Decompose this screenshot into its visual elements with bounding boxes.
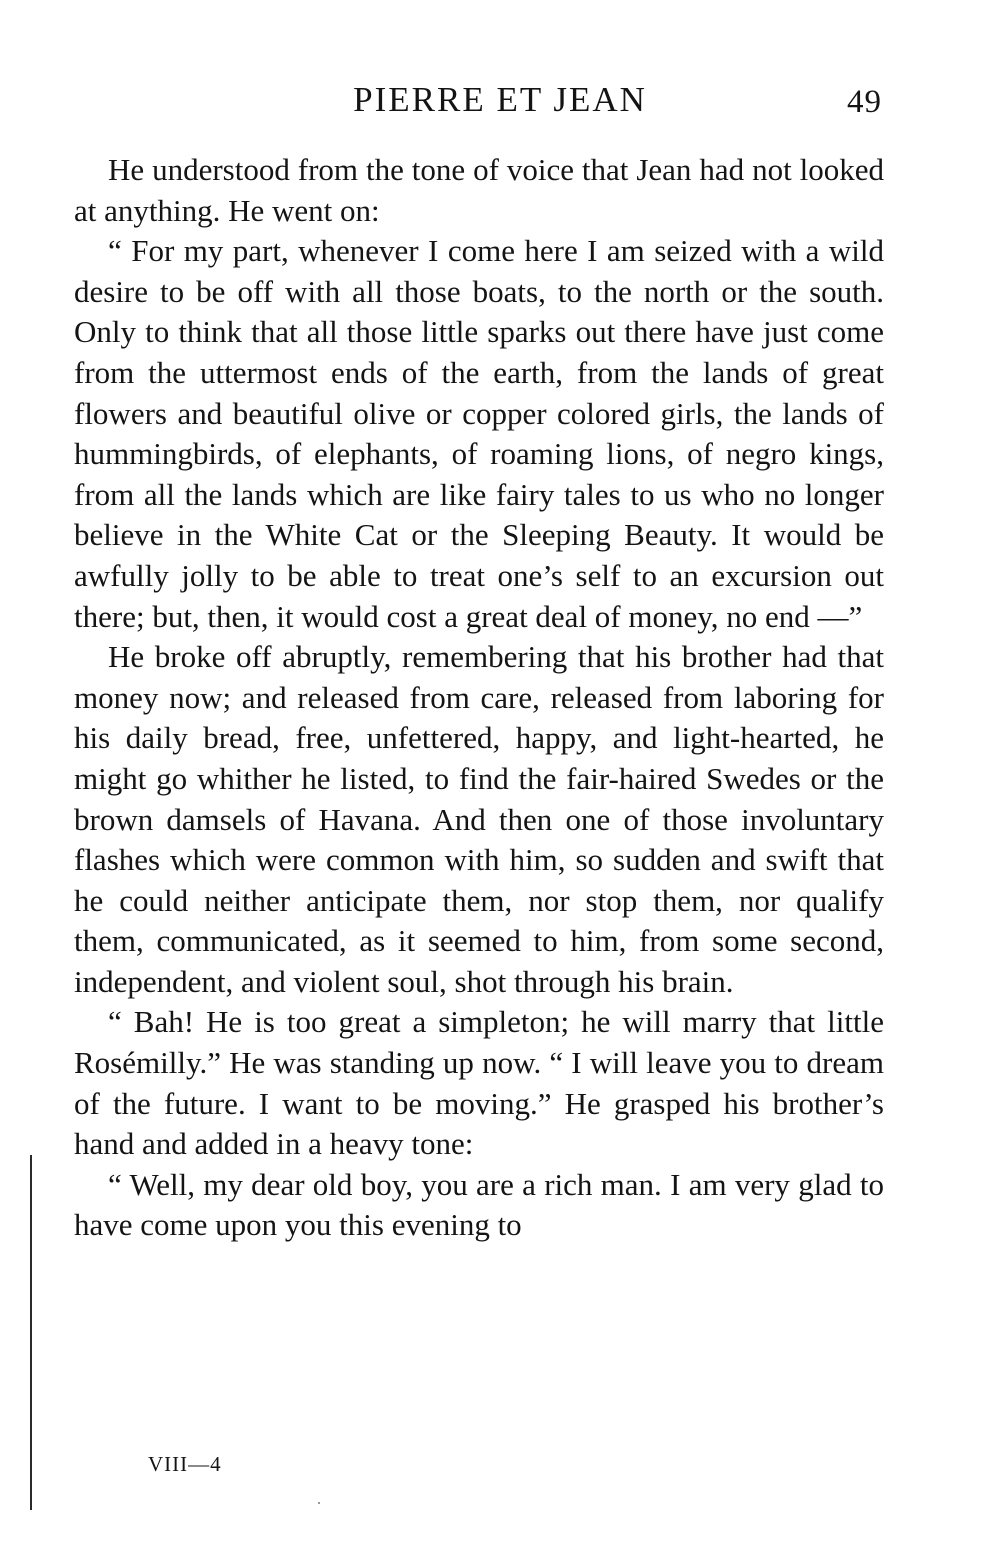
paragraph: “ Bah! He is too great a simpleton; he will marry that little Rosémilly.” He was standing up now. “ I will leave you to dream of the future. I want to be moving.” He grasped his brother’s hand and added in a heavy tone: — [74, 1004, 884, 1162]
scan-speck — [318, 1502, 320, 1504]
running-title: PIERRE ET JEAN — [353, 80, 647, 119]
running-header — [0, 80, 1000, 130]
margin-rule — [30, 1155, 32, 1510]
body-text — [74, 150, 884, 1246]
paragraph: He understood from the tone of voice that Jean had not looked at anything. He went on: — [74, 152, 884, 228]
page-number: 49 — [847, 84, 882, 120]
paragraph: “ For my part, whenever I come here I am seized with a wild desire to be off with all those boats, to the north or the south. Only to think that all those little sparks out there have just come from the uttermost ends of the earth, from the lands of great flowers and beautiful olive or copper colored girls, the lands of hummingbirds, of elephants, of roaming lions, of negro kings, from all the lands which are like fairy tales to us who no longer believe in the White Cat or the Sleeping Beauty. It would be awfully jolly to be able to treat one’s self to an excursion out there; but, then, it would cost a great deal of money, no end —” — [74, 233, 884, 634]
paragraph: “ Well, my dear old boy, you are a rich man. I am very glad to have come upon you this evening to — [74, 1166, 884, 1243]
paragraph: He broke off abruptly, remembering that his brother had that money now; and released from care, released from laboring for his daily bread, free, unfettered, happy, and light-hearted, he might go whither he listed, to find the fair-haired Swedes or the brown damsels of Havana. And then one of those involuntary flashes which were common with him, so sudden and swift that he could neither anticipate them, nor stop them, nor qualify them, communicated, as it seemed to him, from some second, independent, and violent soul, shot through his brain. — [74, 639, 884, 999]
signature-mark: VIII—4 — [148, 1452, 222, 1476]
